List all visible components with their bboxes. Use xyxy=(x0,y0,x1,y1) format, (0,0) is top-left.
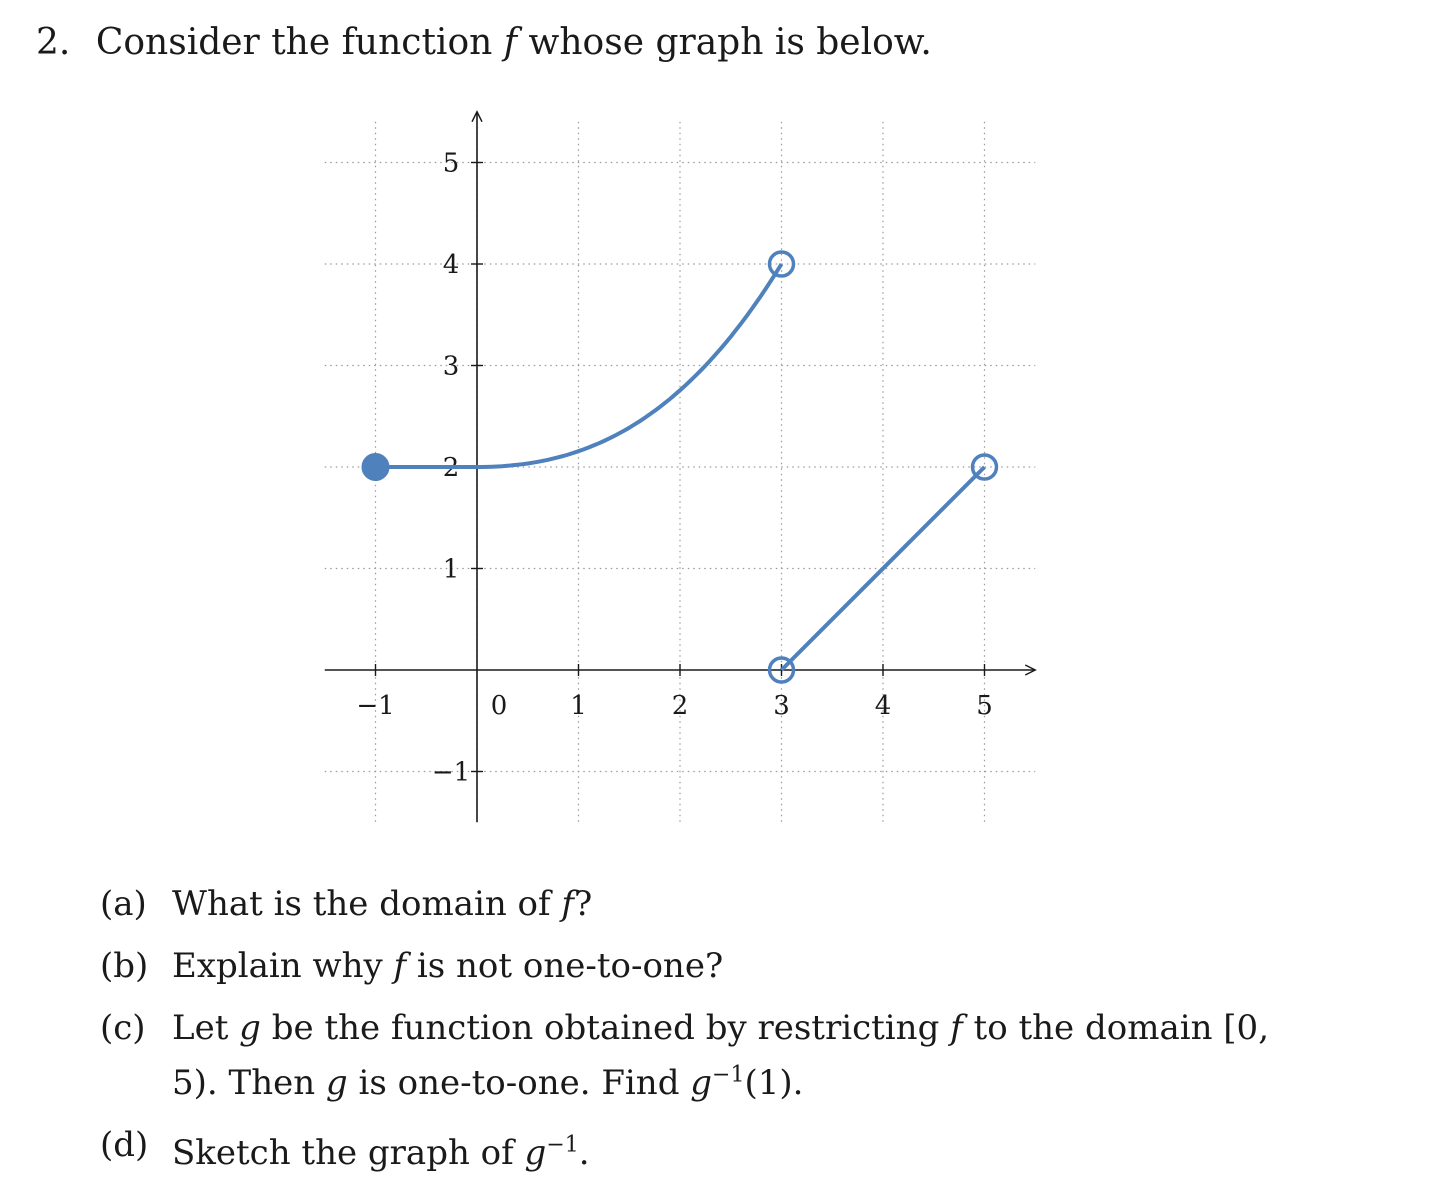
y-tick-label: 1 xyxy=(442,554,460,585)
y-tick-label: 3 xyxy=(442,351,460,382)
y-tick-label: 4 xyxy=(442,250,460,280)
problem-intro-after: whose graph is below. xyxy=(528,22,932,63)
problem-number: 2. xyxy=(36,22,71,63)
part-label: (d) xyxy=(100,1125,149,1166)
question-part-c xyxy=(100,1004,1300,1107)
x-tick-label: 2 xyxy=(671,691,689,721)
part-text: Explain why f is not one-to-one? xyxy=(172,946,724,986)
closed-endpoint xyxy=(363,454,389,480)
x-tick-label: −1 xyxy=(356,691,395,721)
x-tick-label: 0 xyxy=(490,691,508,721)
question-parts xyxy=(100,880,1300,1191)
y-tick-label: −1 xyxy=(431,757,471,788)
part-text: Let g be the function obtained by restricting f to the domain [0, 5). Then g is one-to-one. Find $g^{-1}(1)$. xyxy=(172,1008,1269,1104)
question-part-b xyxy=(100,942,1300,990)
x-tick-label: 1 xyxy=(570,691,587,721)
part-label: (b) xyxy=(100,946,149,986)
question-part-a xyxy=(100,880,1300,928)
question-part-d xyxy=(100,1121,1300,1176)
x-tick-label: 4 xyxy=(874,691,892,721)
problem-intro-before: Consider the function xyxy=(95,22,493,63)
part-text: Sketch the graph of $g^{-1}$. xyxy=(172,1132,590,1173)
part-label: (a) xyxy=(100,884,147,924)
y-tick-label: 5 xyxy=(442,148,460,179)
part-label: (c) xyxy=(100,1008,146,1048)
x-tick-label: 3 xyxy=(773,691,790,721)
y-tick-label: 2 xyxy=(442,453,460,483)
x-tick-label: 5 xyxy=(976,691,993,721)
part-text: What is the domain of f? xyxy=(172,884,593,924)
problem-intro-var: f xyxy=(503,22,518,63)
